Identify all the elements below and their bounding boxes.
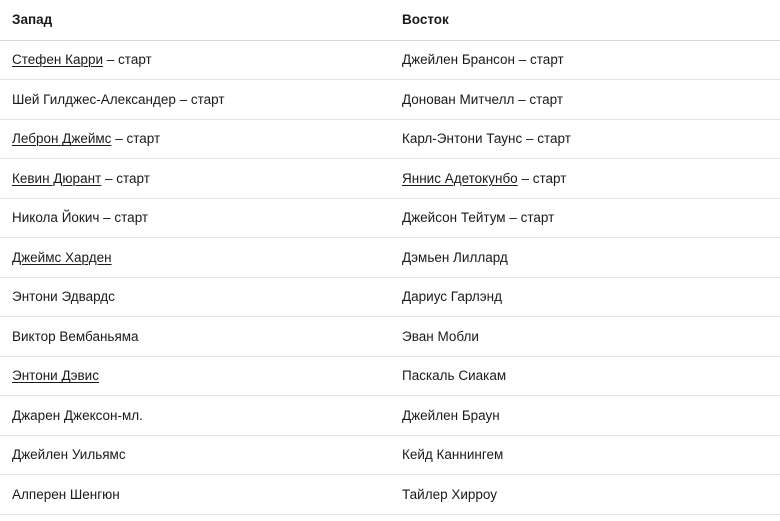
- roster-cell-east: [390, 238, 780, 278]
- roster-cell-east: [390, 277, 780, 317]
- table-row: [0, 119, 780, 159]
- player-name: Виктор Вембаньяма: [12, 328, 139, 344]
- table-row: [0, 198, 780, 238]
- player-name: Алперен Шенгюн: [12, 486, 120, 502]
- roster-cell-west: [0, 119, 390, 159]
- column-header-west: Запад: [0, 0, 390, 40]
- table-row: [0, 40, 780, 80]
- player-name-link[interactable]: Энтони Дэвис: [12, 368, 99, 384]
- player-name: Паскаль Сиакам: [402, 368, 507, 384]
- player-name-link[interactable]: Джеймс Харден: [12, 249, 112, 265]
- roster-cell-west: [0, 475, 390, 515]
- player-name: Дэмьен Лиллард: [402, 249, 508, 265]
- column-header-east: Восток: [390, 0, 780, 40]
- roster-cell-east: [390, 475, 780, 515]
- roster-cell-west: [0, 396, 390, 436]
- table-row: [0, 277, 780, 317]
- player-name: Джейлен Брансон: [402, 52, 516, 68]
- table-row: [0, 435, 780, 475]
- roster-cell-east: [390, 80, 780, 120]
- player-name: Карл-Энтони Таунс: [402, 131, 523, 147]
- player-role-suffix: – старт: [111, 131, 161, 147]
- roster-cell-west: [0, 317, 390, 357]
- player-name: Донован Митчелл: [402, 91, 515, 107]
- table-row: [0, 159, 780, 199]
- player-name: Джарен Джексон-мл.: [12, 407, 143, 423]
- player-name-link[interactable]: Стефен Карри: [12, 52, 104, 68]
- roster-cell-west: [0, 435, 390, 475]
- roster-cell-east: [390, 40, 780, 80]
- player-role-suffix: – старт: [99, 210, 149, 226]
- player-role-suffix: – старт: [515, 52, 564, 68]
- roster-cell-west: [0, 356, 390, 396]
- player-role-suffix: – старт: [101, 170, 150, 186]
- table-row: [0, 396, 780, 436]
- player-name: Джейлен Браун: [402, 407, 500, 423]
- player-name: Никола Йокич: [12, 210, 100, 226]
- roster-cell-west: [0, 80, 390, 120]
- roster-cell-east: [390, 396, 780, 436]
- roster-cell-east: [390, 356, 780, 396]
- table-header-row: [0, 0, 780, 40]
- table-header: [0, 0, 780, 40]
- player-name: Кейд Каннингем: [402, 447, 504, 463]
- roster-cell-west: [0, 198, 390, 238]
- player-name: Джейсон Тейтум: [402, 210, 506, 226]
- roster-cell-east: [390, 317, 780, 357]
- player-name: Джейлен Уильямс: [12, 447, 126, 463]
- player-role-suffix: – старт: [505, 210, 555, 226]
- player-name-link[interactable]: Яннис Адетокунбо: [402, 170, 518, 186]
- player-role-suffix: – старт: [175, 91, 225, 107]
- player-name: Дариус Гарлэнд: [402, 289, 503, 305]
- table-row: [0, 317, 780, 357]
- player-role-suffix: – старт: [517, 170, 567, 186]
- roster-cell-east: [390, 119, 780, 159]
- roster-cell-east: [390, 435, 780, 475]
- player-name: Энтони Эдвардс: [12, 289, 115, 305]
- roster-cell-east: [390, 198, 780, 238]
- roster-cell-west: [0, 238, 390, 278]
- table-row: [0, 238, 780, 278]
- player-name: Эван Мобли: [402, 328, 479, 344]
- player-name: Тайлер Хирроу: [402, 486, 498, 502]
- roster-cell-west: [0, 40, 390, 80]
- player-role-suffix: – старт: [522, 131, 571, 147]
- table-body: [0, 40, 780, 514]
- table-row: [0, 356, 780, 396]
- roster-cell-east: [390, 159, 780, 199]
- player-name-link[interactable]: Леброн Джеймс: [12, 131, 112, 147]
- player-role-suffix: – старт: [514, 91, 564, 107]
- roster-cell-west: [0, 159, 390, 199]
- table-row: [0, 80, 780, 120]
- player-name-link[interactable]: Кевин Дюрант: [12, 170, 102, 186]
- player-role-suffix: – старт: [103, 52, 152, 68]
- roster-cell-west: [0, 277, 390, 317]
- player-name: Шей Гилджес-Александер: [12, 91, 176, 107]
- table-row: [0, 475, 780, 515]
